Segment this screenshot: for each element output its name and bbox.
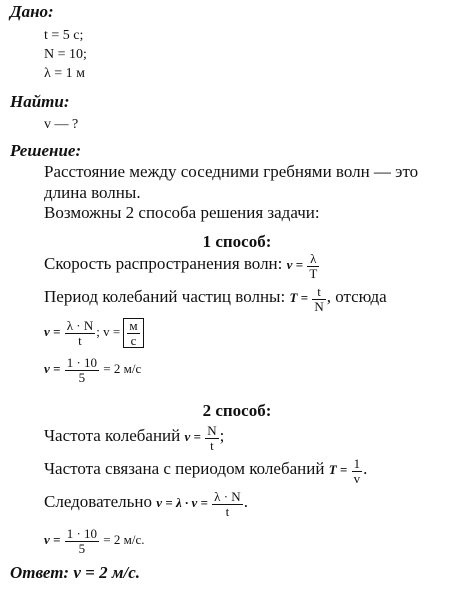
solution-heading: Решение: [10,141,82,160]
answer-value: v = 2 м/с. [73,563,140,582]
method2-relation-formula: T = $\frac{1}{v}$ [328,456,361,486]
method2-therefore-text: Следовательно [44,492,153,512]
method2-frequency-line: Частота колебаний v = $\frac{N}{t}$ ; [44,423,225,453]
find-speed: v — ? [44,117,79,132]
method2-relation-text: Частота связана с периодом колебаний [44,459,325,479]
find-heading: Найти: [10,92,70,111]
solution-line-2: длина волны. [44,183,141,202]
method2-formula-numeric: v = $\frac{1 \cdot 10}{5}$ = 2 м/с. [44,526,145,556]
given-wavelength: λ = 1 м [44,66,86,81]
given-heading: Дано: [10,2,54,21]
method2-heading: 2 способ: [202,401,272,420]
method2-therefore-line: Следовательно v = λ · v = $\frac{\lambda \cdot N}{t}$ . [44,489,248,519]
method1-speed-formula: v = $\frac{\lambda}{T}$ [286,251,318,281]
unit-bracket: $\frac{м}{с}$ [123,318,143,348]
method2-relation-line: Частота связана с периодом колебаний T = $\frac{1}{v}$ . [44,456,368,486]
method1-formula-general: v = $\frac{\lambda \cdot N}{t}$ ; v = $\frac{м}{с}$ [44,318,144,348]
given-count: N = 10; [44,47,87,62]
method1-period-formula: T = $\frac{t}{N}$ [289,284,324,314]
answer-line [10,563,140,583]
method1-speed-line [44,252,320,280]
solution-line-1: Расстояние между соседними гребнями волн — это [44,162,419,181]
method1-speed-text: Скорость распространения волн: [44,254,283,274]
method1-period-line: Период колебаний частиц волны: T = $\frac{t}{N}$ , отсюда [44,284,387,314]
method2-frequency-formula: v = $\frac{N}{t}$ [184,423,217,453]
solution-line-3: Возможны 2 способа решения задачи: [44,203,320,222]
method1-period-text: Период колебаний частиц волны: [44,287,286,307]
method2-frequency-text: Частота колебаний [44,426,181,446]
given-time: t = 5 с; [44,28,84,43]
method1-heading: 1 способ: [202,232,272,251]
answer-heading: Ответ: [10,563,70,582]
method2-therefore-formula: v = λ · v = $\frac{\lambda \cdot N}{t}$ [156,489,241,519]
method1-formula-numeric: v = $\frac{1 \cdot 10}{5}$ = 2 м/с [44,355,142,385]
